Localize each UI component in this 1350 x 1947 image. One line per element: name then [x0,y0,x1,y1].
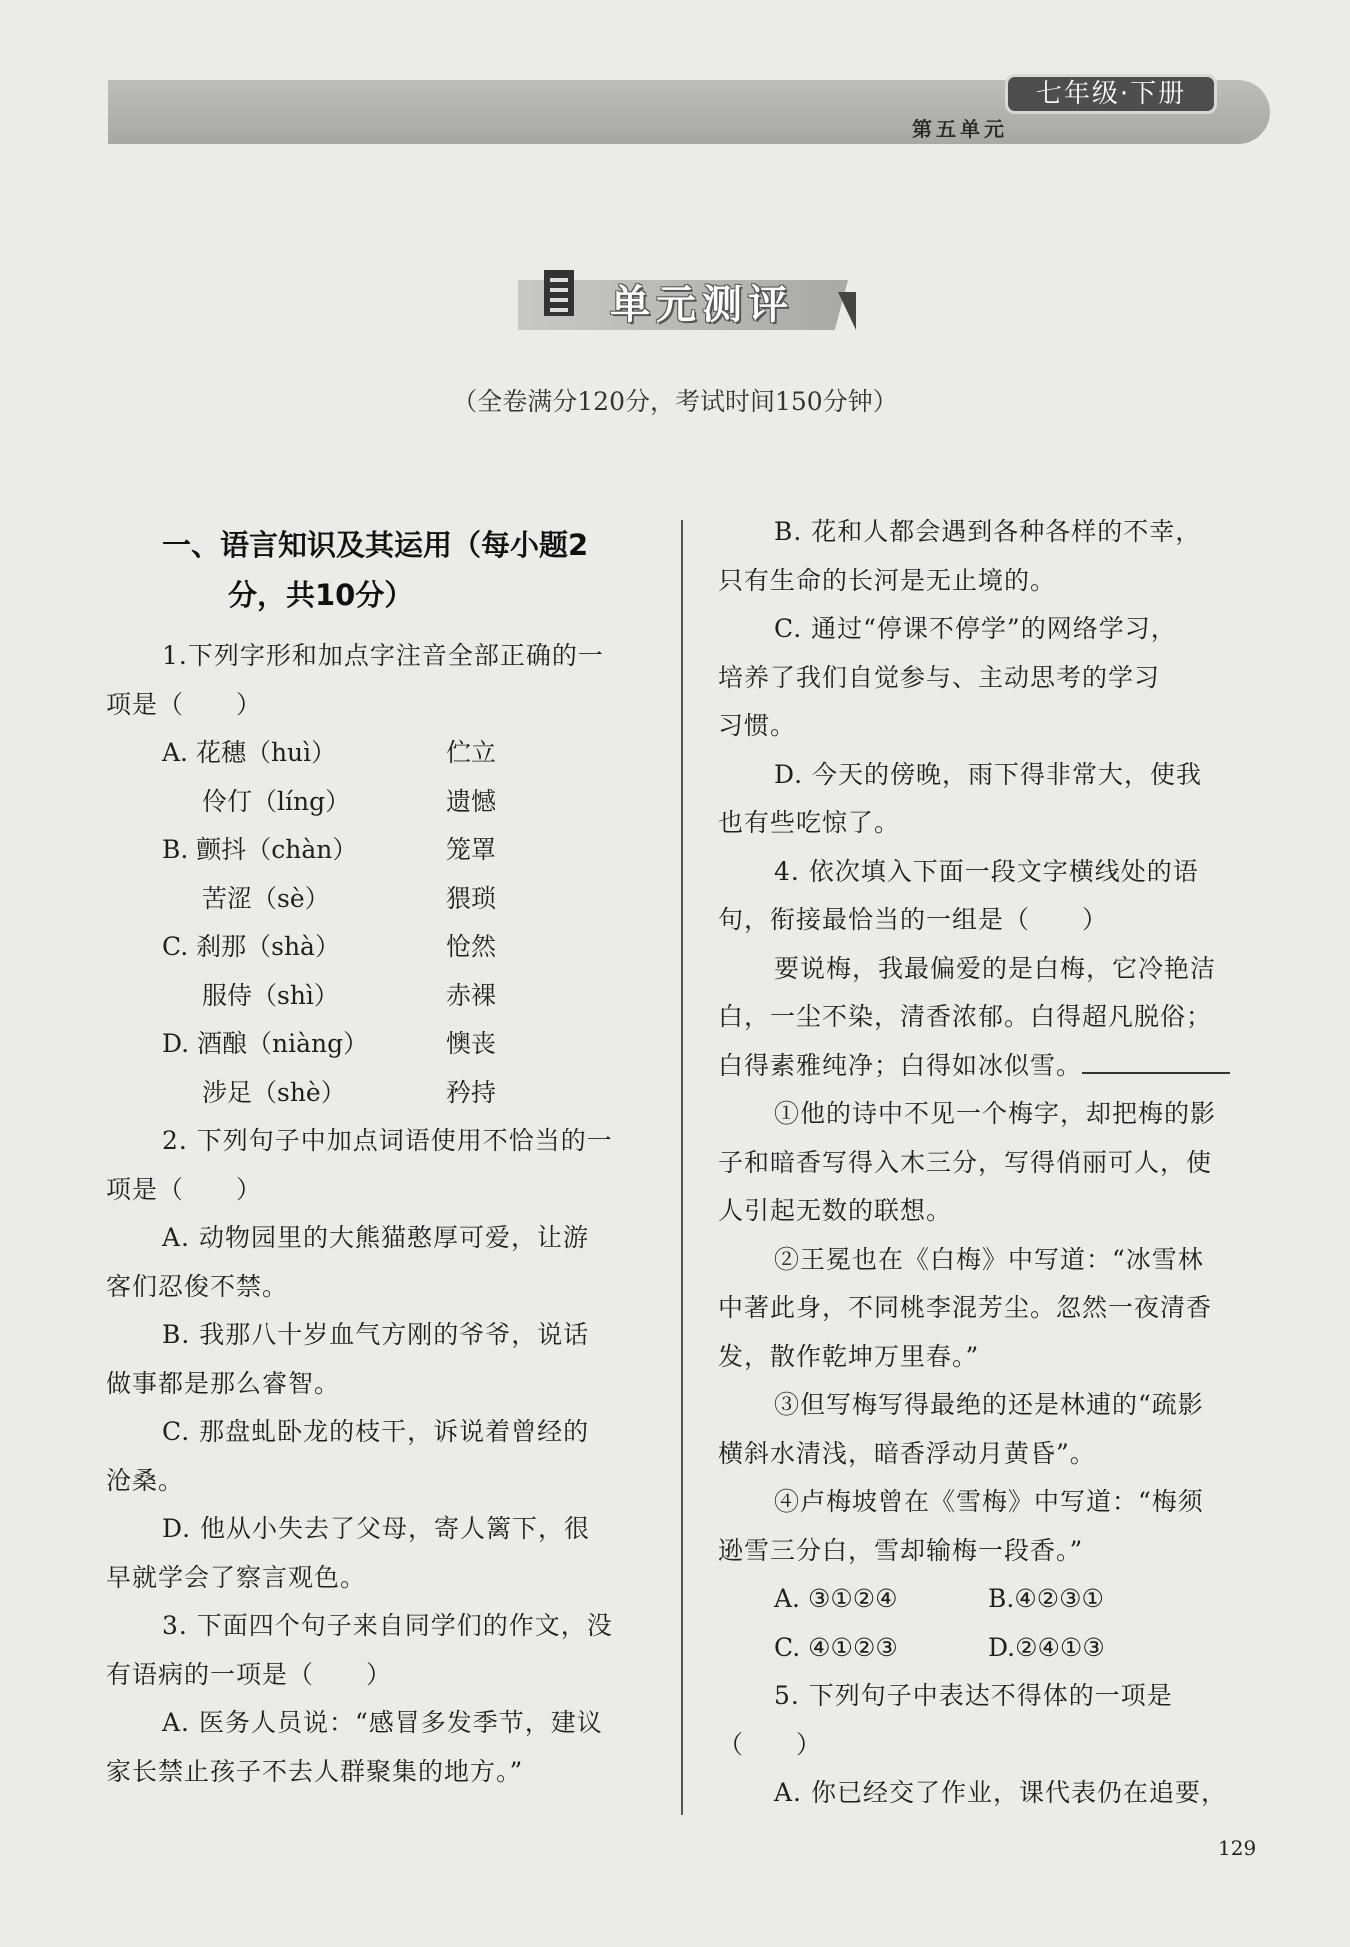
question-1-stem-cont: 项是（ ） [106,689,263,719]
q1-option-row: A. 花穗（huì） 伫立 [162,738,497,767]
q3-option-c-cont2: 习惯。 [718,711,797,740]
q1-option-row: 伶仃（líng） 遗憾 [202,786,497,816]
section-title: 单元测评 [610,281,794,328]
q2-option-c-cont: 沧桑。 [106,1465,185,1495]
grade-tag: 七年级·下册 [1005,74,1217,114]
q1-option-row: 涉足（shè） 矜持 [202,1077,497,1107]
q4-passage-cont: 白，一尘不染，清香浓郁。白得超凡脱俗； [718,1002,1213,1031]
q4-sentence-4: ④卢梅坡曾在《雪梅》中写道：“梅须 [774,1487,1204,1516]
q4-options-row [718,1624,1258,1673]
unit-label: 第五单元 [912,117,1008,141]
q4-sentence-2-cont: 中著此身，不同桃李混芳尘。忽然一夜清香 [718,1293,1213,1322]
q4-options-row [718,1575,1258,1624]
q2-option-b: B. 我那八十岁血气方刚的爷爷，说话 [162,1320,590,1349]
q4-sentence-3-cont: 横斜水清浅，暗香浮动月黄昏”。 [718,1438,1096,1468]
question-5-stem-cont: （ ） [718,1729,823,1759]
section-banner [518,272,858,332]
q4-passage: 要说梅，我最偏爱的是白梅，它冷艳洁 [774,953,1217,983]
q1-option-row: D. 酒酿（niàng） 懊丧 [162,1029,497,1058]
q3-option-a-cont: 家长禁止孩子不去人群聚集的地方。” [106,1756,524,1786]
q3-option-a: A. 医务人员说：“感冒多发季节，建议 [162,1708,603,1737]
q1-option-row: 苦涩（sè） 猥琐 [202,883,497,913]
q4-passage-cont2: 白得素雅纯净；白得如冰似雪。 [718,1042,1258,1091]
q3-option-c-cont: 培养了我们自觉参与、主动思考的学习 [718,662,1161,692]
q3-option-b: B. 花和人都会遇到各种各样的不幸， [774,517,1202,546]
q4-option-a: A. ③①②④ [774,1584,898,1613]
left-column [106,520,651,1796]
q2-option-a-cont: 客们忍俊不禁。 [106,1271,289,1301]
q4-sentence-2: ②王冕也在《白梅》中写道：“冰雪林 [774,1244,1204,1274]
section-heading-cont: 分，共10分） [228,578,414,612]
exam-note: （全卷满分120分，考试时间150分钟） [452,387,898,416]
column-divider [681,520,683,1815]
right-column [718,508,1258,1818]
q4-sentence-1: ①他的诗中不见一个梅字，却把梅的影 [774,1099,1217,1128]
q4-sentence-4-cont: 逊雪三分白，雪却输梅一段香。” [718,1535,1084,1565]
q4-sentence-3: ③但写梅写得最绝的还是林逋的“疏影 [774,1390,1204,1419]
q1-option-row: 服侍（shì） 赤裸 [202,980,497,1010]
question-4-stem: 4. 依次填入下面一段文字横线处的语 [774,856,1199,886]
question-2-stem-cont: 项是（ ） [106,1174,263,1204]
q3-option-d-cont: 也有些吃惊了。 [718,808,901,837]
q3-option-b-cont: 只有生命的长河是无止境的。 [718,565,1057,595]
page-number: 129 [1218,1836,1257,1860]
question-5-stem: 5. 下列句子中表达不得体的一项是 [774,1681,1173,1710]
q4-sentence-1-cont2: 人引起无数的联想。 [718,1196,953,1225]
q4-sentence-1-cont: 子和暗香写得入木三分，写得俏丽可人，使 [718,1147,1213,1177]
question-2-stem: 2. 下列句子中加点词语使用不恰当的一 [162,1126,613,1155]
q1-option-row: B. 颤抖（chàn） 笼罩 [162,835,497,864]
q4-option-b: B.④②③① [988,1584,1104,1613]
q4-option-d: D.②④①③ [988,1632,1105,1662]
q2-option-b-cont: 做事都是那么睿智。 [106,1368,341,1398]
question-3-stem-cont: 有语病的一项是（ ） [106,1659,393,1689]
document-icon [540,266,580,320]
q4-sentence-2-cont2: 发，散作乾坤万里春。” [718,1341,980,1371]
section-heading: 一、语言知识及其运用（每小题2 [162,528,589,562]
q5-option-a: A. 你已经交了作业，课代表仍在追要， [774,1778,1227,1807]
answer-blank [1082,1048,1230,1074]
banner-tip [838,292,856,330]
q2-option-c: C. 那盘虬卧龙的枝干，诉说着曾经的 [162,1417,590,1446]
q1-option-row: C. 刹那（shà） 怆然 [162,932,497,961]
q4-option-c: C. ④①②③ [774,1632,898,1662]
q3-option-d: D. 今天的傍晚，雨下得非常大，使我 [774,759,1203,789]
question-3-stem: 3. 下面四个句子来自同学们的作文，没 [162,1611,613,1640]
q2-option-a: A. 动物园里的大熊猫憨厚可爱，让游 [162,1223,589,1252]
q2-option-d: D. 他从小失去了父母，寄人篱下，很 [162,1514,591,1543]
question-4-stem-cont: 句，衔接最恰当的一组是（ ） [718,905,1109,934]
q3-option-c: C. 通过“停课不停学”的网络学习， [774,614,1177,643]
question-1-stem: 1.下列字形和加点字注音全部正确的一 [162,641,604,670]
q2-option-d-cont: 早就学会了察言观色。 [106,1562,367,1592]
